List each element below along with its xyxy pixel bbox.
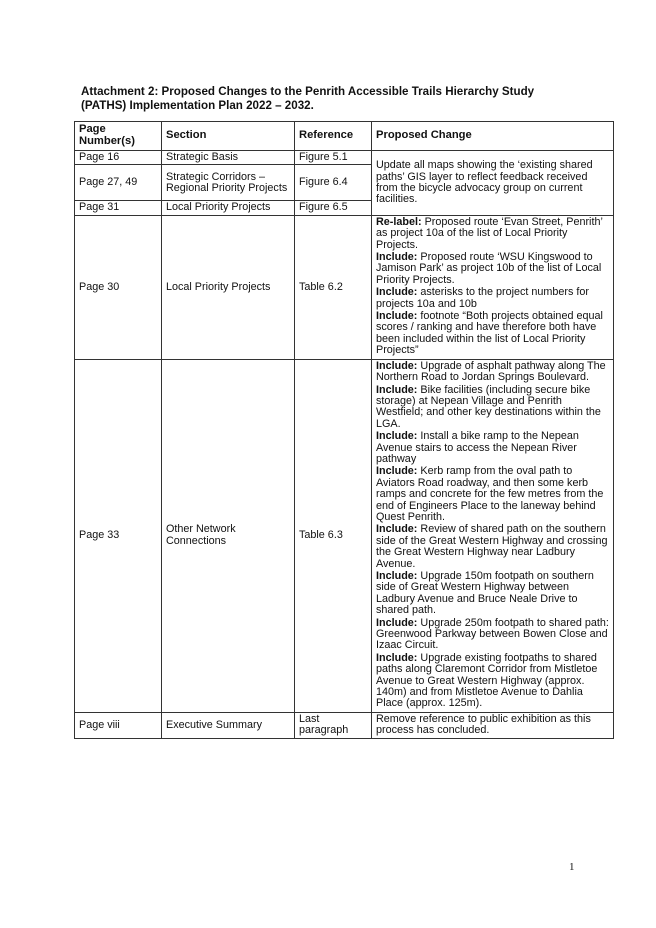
table-row (75, 359, 614, 712)
change-text: Install a bike ramp to the Nepean Avenue stairs to access the Nepean River pathway (376, 430, 579, 465)
title-line-2: (PATHS) Implementation Plan 2022 – 2032. (81, 99, 314, 112)
cell-proposed-change (372, 215, 614, 359)
table-row (75, 712, 614, 738)
cell-section: Local Priority Projects (162, 201, 295, 215)
header-reference: Reference (295, 122, 372, 151)
change-label: Include: (376, 523, 418, 536)
change-label: Include: (376, 310, 418, 323)
table-header-row (75, 122, 614, 151)
change-label: Re-label: (376, 215, 422, 228)
change-label: Include: (376, 651, 418, 664)
change-label: Include: (376, 465, 418, 478)
cell-reference: Last paragraph (295, 712, 372, 738)
change-text: Review of shared path on the southern side of the Great Western Highway and crossing the Great Western Highway near Ladbury Avenue. (376, 523, 608, 570)
cell-proposed-change: Remove reference to public exhibition as this process has concluded. (372, 712, 614, 738)
change-item (376, 361, 609, 384)
change-item (376, 252, 609, 286)
change-label: Include: (376, 570, 418, 582)
change-label: Include: (376, 616, 418, 629)
change-item (376, 466, 609, 523)
cell-proposed-change (372, 359, 614, 712)
cell-page: Page viii (75, 712, 162, 738)
header-proposed-change: Proposed Change (372, 122, 614, 151)
document-title (81, 85, 601, 113)
change-text: Upgrade of asphalt pathway along The Northern Road to Jordan Springs Boulevard. (376, 359, 606, 384)
change-item (376, 287, 609, 310)
cell-reference: Figure 6.5 (295, 201, 372, 215)
cell-page: Page 27, 49 (75, 165, 162, 201)
change-label: Include: (376, 383, 418, 396)
change-text: Proposed route ‘Evan Street, Penrith’ as project 10a of the list of Local Priority Projects. (376, 215, 603, 251)
cell-reference: Table 6.2 (295, 215, 372, 359)
change-label: Include: (376, 430, 418, 443)
change-item (376, 431, 609, 465)
change-item (376, 217, 609, 251)
change-text: Bike facilities (including secure bike storage) at Nepean Village and Penrith Westfield; and other key destinations within the LGA. (376, 383, 601, 430)
change-text: footnote “Both projects obtained equal scores / ranking and have therefore both have been included within the list of Local Priority Projects” (376, 310, 603, 357)
cell-page: Page 30 (75, 215, 162, 359)
cell-section: Other Network Connections (162, 359, 295, 712)
change-text: Upgrade 150m footpath on southern side of Great Western Highway between Ladbury Avenue and Bruce Neale Drive to shared path. (376, 570, 594, 617)
change-item (376, 571, 609, 617)
change-text: Upgrade existing footpaths to shared paths along Claremont Corridor from Mistletoe Avenue to Great Western Highway (approx. 140m) and from Mistletoe Avenue to Dahlia Place (approx. 125m). (376, 651, 598, 710)
change-item (376, 653, 609, 710)
cell-section: Executive Summary (162, 712, 295, 738)
cell-proposed-change-maps: Update all maps showing the ‘existing shared paths’ GIS layer to reflect feedback received from the bicycle advocacy group on current facilities. (372, 151, 614, 216)
change-label: Include: (376, 286, 418, 299)
header-page-numbers: Page Number(s) (75, 122, 162, 151)
cell-page: Page 33 (75, 359, 162, 712)
header-section: Section (162, 122, 295, 151)
cell-reference: Table 6.3 (295, 359, 372, 712)
table-row (75, 151, 614, 165)
change-text: Upgrade 250m footpath to shared path: Greenwood Parkway between Bowen Close and Izaac Circuit. (376, 616, 609, 652)
change-label: Include: (376, 359, 418, 372)
change-text: Kerb ramp from the oval path to Aviators Road roadway, and then some kerb ramps and concrete for the few metres from the end of Engineers Place to the laneway behind Quest Penrith. (376, 465, 604, 523)
cell-reference: Figure 6.4 (295, 165, 372, 201)
cell-section: Strategic Basis (162, 151, 295, 165)
title-line-1: Attachment 2: Proposed Changes to the Penrith Accessible Trails Hierarchy Study (81, 85, 535, 98)
cell-reference: Figure 5.1 (295, 151, 372, 165)
proposed-changes-table (74, 121, 614, 739)
change-text: asterisks to the project numbers for projects 10a and 10b (376, 286, 590, 310)
cell-page: Page 16 (75, 151, 162, 165)
table-row (75, 215, 614, 359)
change-label: Include: (376, 251, 418, 264)
page-number: 1 (569, 861, 575, 873)
cell-section: Local Priority Projects (162, 215, 295, 359)
change-item (376, 311, 609, 357)
change-item (376, 385, 609, 431)
change-text: Proposed route ‘WSU Kingswood to Jamison Park’ as project 10b of the list of Local Priority Projects. (376, 251, 602, 286)
cell-section: Strategic Corridors – Regional Priority Projects (162, 165, 295, 201)
cell-page: Page 31 (75, 201, 162, 215)
change-item (376, 618, 609, 652)
change-item (376, 524, 609, 570)
